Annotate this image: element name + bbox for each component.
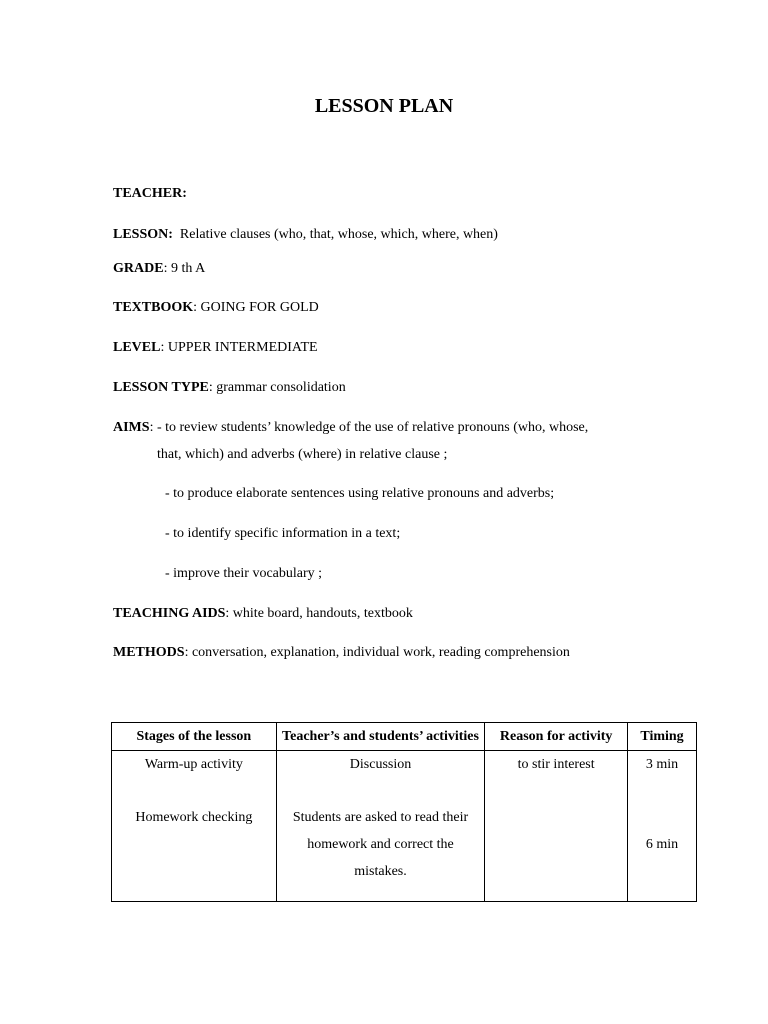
teaching-aids-label: TEACHING AIDS <box>113 606 226 621</box>
teaching-aids-field <box>113 606 413 622</box>
aims-line: - to identify specific information in a text; <box>165 526 401 541</box>
grade-label: GRADE <box>113 261 164 276</box>
teacher-label: TEACHER: <box>113 186 187 201</box>
table-header: Teacher’s and students’ activities <box>276 723 485 751</box>
reason-item: to stir interest <box>517 757 595 772</box>
lesson-type-value: : grammar consolidation <box>208 380 346 395</box>
activity-item: Students are asked to read their homework and correct the mistakes. <box>292 810 469 879</box>
grade-value: : 9 th A <box>163 261 206 276</box>
lesson-type-label: LESSON TYPE <box>113 380 209 395</box>
aims-line: - to produce elaborate sentences using relative pronouns and adverbs; <box>165 486 555 501</box>
aims-label: AIMS <box>113 420 150 435</box>
level-value: : UPPER INTERMEDIATE <box>160 340 318 355</box>
level-field <box>113 340 318 356</box>
textbook-field <box>113 300 319 316</box>
textbook-label: TEXTBOOK <box>113 300 194 315</box>
level-label: LEVEL <box>113 340 161 355</box>
stage-item: Warm-up activity <box>144 757 243 772</box>
teaching-aids-value: : white board, handouts, textbook <box>225 606 413 621</box>
stage-item: Homework checking <box>135 810 253 825</box>
table-cell-stage <box>112 751 277 902</box>
lesson-stages-table <box>111 722 697 902</box>
lesson-field <box>113 227 498 243</box>
timing-item: 6 min <box>645 837 679 852</box>
page-title: LESSON PLAN <box>314 95 454 117</box>
table-cell-activity <box>276 751 485 902</box>
table-cell-reason <box>485 751 628 902</box>
lesson-label: LESSON: <box>113 227 173 242</box>
table-header: Reason for activity <box>485 723 628 751</box>
lesson-type-field <box>113 380 346 396</box>
aims-line: that, which) and adverbs (where) in relative clause ; <box>157 447 448 462</box>
textbook-value: : GOING FOR GOLD <box>193 300 319 315</box>
timing-item: 3 min <box>645 757 679 772</box>
grade-field <box>113 261 205 277</box>
table-cell-timing <box>628 751 697 902</box>
methods-field <box>113 645 570 661</box>
methods-label: METHODS <box>113 645 185 660</box>
methods-value: : conversation, explanation, individual work, reading comprehension <box>184 645 570 660</box>
activity-item: Discussion <box>349 757 412 772</box>
lesson-value: Relative clauses (who, that, whose, which, where, when) <box>179 227 498 242</box>
aims-field <box>113 420 588 436</box>
table-header: Stages of the lesson <box>112 723 277 751</box>
table-row <box>112 751 697 902</box>
aims-line: : - to review students’ knowledge of the use of relative pronouns (who, whose, <box>149 420 589 435</box>
aims-line: - improve their vocabulary ; <box>165 566 323 581</box>
table-header: Timing <box>628 723 697 751</box>
teacher-field <box>113 186 187 202</box>
table-header-row <box>112 723 697 751</box>
